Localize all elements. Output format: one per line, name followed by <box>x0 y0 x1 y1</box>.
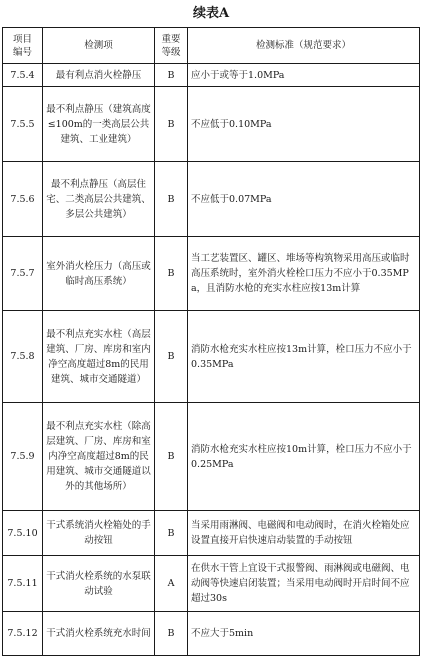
row-item: 最不利点充实水柱（高层建筑、厂房、库房和室内净空高度超过8m的民用建筑、城市交通隧道） <box>43 311 155 403</box>
row-number: 7.5.6 <box>3 162 43 237</box>
header-item-number: 项目 编号 <box>3 28 43 64</box>
row-standard: 消防水枪充实水柱应按10m计算，栓口压力不应小于0.25MPa <box>188 403 420 511</box>
row-grade: B <box>155 403 188 511</box>
header-inspection-standard: 检测标准（规范要求） <box>188 28 420 64</box>
row-number: 7.5.11 <box>3 556 43 612</box>
row-standard: 不应低于0.10MPa <box>188 87 420 162</box>
table-row <box>3 162 420 237</box>
page-title: 续表A <box>192 6 230 21</box>
table-header-row <box>3 28 420 64</box>
row-number: 7.5.5 <box>3 87 43 162</box>
table-row <box>3 403 420 511</box>
row-grade: B <box>155 511 188 556</box>
row-standard: 当工艺装置区、罐区、堆场等构筑物采用高压或临时高压系统时，室外消火栓栓口压力不应小于0.35MPa，且消防水枪的充实水柱应按13m计算 <box>188 237 420 311</box>
row-item: 干式系统消火栓箱处的手动按钮 <box>43 511 155 556</box>
table-row <box>3 511 420 556</box>
table-row <box>3 556 420 612</box>
row-grade: B <box>155 311 188 403</box>
row-item: 最有利点消火栓静压 <box>43 64 155 87</box>
row-grade: B <box>155 64 188 87</box>
row-item: 最不利点静压（高层住宅、二类高层公共建筑、多层公共建筑） <box>43 162 155 237</box>
inspection-standards-table <box>2 27 420 656</box>
row-item: 最不利点充实水柱（除高层建筑、厂房、库房和室内净空高度超过8m的民用建筑、城市交通隧道以外的其他场所） <box>43 403 155 511</box>
row-standard: 不应大于5min <box>188 612 420 656</box>
table-row <box>3 612 420 656</box>
row-number: 7.5.4 <box>3 64 43 87</box>
row-grade: B <box>155 612 188 656</box>
table-row <box>3 64 420 87</box>
row-standard: 应小于或等于1.0MPa <box>188 64 420 87</box>
row-standard: 在供水干管上宜设干式报警阀、雨淋阀或电磁阀、电动阀等快速启闭装置；当采用电动阀时开启时间不应超过30s <box>188 556 420 612</box>
table-row <box>3 237 420 311</box>
header-inspection-item: 检测项 <box>43 28 155 64</box>
row-number: 7.5.8 <box>3 311 43 403</box>
row-number: 7.5.9 <box>3 403 43 511</box>
row-number: 7.5.7 <box>3 237 43 311</box>
row-item: 室外消火栓压力（高压或临时高压系统） <box>43 237 155 311</box>
table-row <box>3 87 420 162</box>
row-grade: B <box>155 87 188 162</box>
row-item: 干式消火栓系统充水时间 <box>43 612 155 656</box>
row-grade: A <box>155 556 188 612</box>
table-row <box>3 311 420 403</box>
row-grade: B <box>155 162 188 237</box>
row-grade: B <box>155 237 188 311</box>
row-number: 7.5.10 <box>3 511 43 556</box>
header-importance-grade: 重要 等级 <box>155 28 188 64</box>
row-item: 最不利点静压（建筑高度≤100m的一类高层公共建筑、工业建筑） <box>43 87 155 162</box>
row-item: 干式消火栓系统的水泵联动试验 <box>43 556 155 612</box>
row-number: 7.5.12 <box>3 612 43 656</box>
row-standard: 不应低于0.07MPa <box>188 162 420 237</box>
row-standard: 消防水枪充实水柱应按13m计算，栓口压力不应小于0.35MPa <box>188 311 420 403</box>
row-standard: 当采用雨淋阀、电磁阀和电动阀时，在消火栓箱处应设置直接开启快速启动装置的手动按钮 <box>188 511 420 556</box>
